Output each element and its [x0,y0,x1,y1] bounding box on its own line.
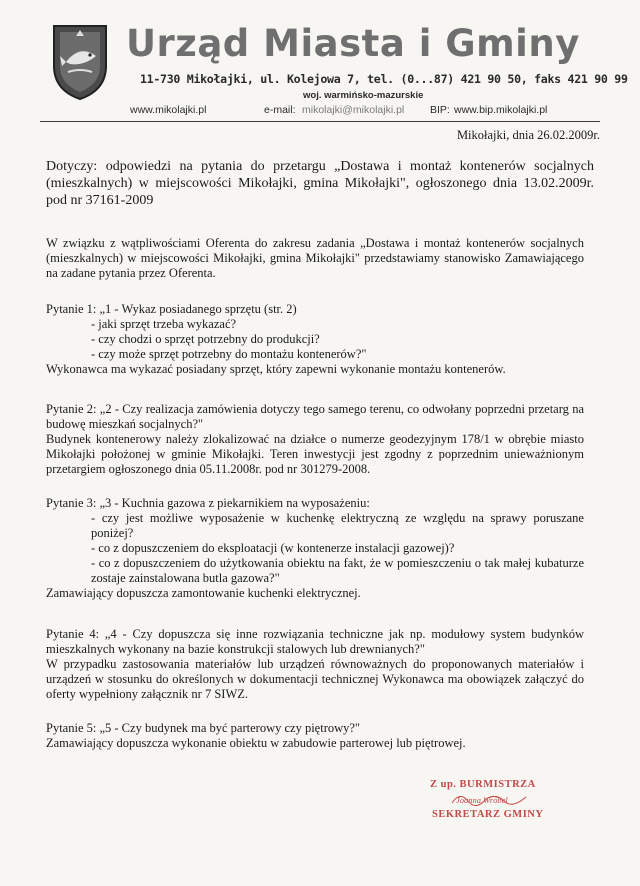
question-2-block [46,402,584,477]
coat-of-arms-icon [50,22,110,102]
answer-2: Budynek kontenerowy należy zlokalizować na działce o numerze geodezyjnym 178/1 w obrębie miasto Mikołajki położonej w gminie Mikołajki. Teren inwestycji jest zgodny z poprzednim unieważnionym przetargiem ogłoszonego dnia 05.11.2008r. pod nr 301279-2008. [46,432,584,476]
intro-paragraph: W związku z wątpliwościami Oferenta do zakresu zadania „Dostawa i montaż kontenerów socjalnych (mieszkalnych) w miejscowości Mikołajki, gmina Mikołajki" przedstawiamy stanowisko Zamawiającego na zadane pytania przez Oferenta. [46,236,584,280]
question-3-item: - co z dopuszczeniem do eksploatacji (w kontenerze instalacji gazowej)? [91,541,455,555]
bip-label: BIP: [430,104,450,116]
stamp-title: SEKRETARZ GMINY [432,809,544,820]
question-4: Pytanie 4: „4 - Czy dopuszcza się inne rozwiązania techniczne jak np. modułowy system budynków mieszkalnych wykonany na bazie konstrukcji stalowych lub drewnianych?" [46,627,584,656]
website-link[interactable]: www.mikolajki.pl [130,104,207,116]
question-5-block [46,721,584,751]
question-1-item: - czy może sprzęt potrzebny do montażu kontenerów?" [91,347,367,361]
signature-scribble-icon [450,789,530,809]
question-1-block [46,302,584,377]
question-3-item: - co z dopuszczeniem do użytkowania obiektu na fakt, że w pomieszczeniu o tak małej kubaturze zostaje zainstalowana butla gazowa?" [91,556,584,585]
organization-address: 11-730 Mikołajki, ul. Kolejowa 7, tel. (0...87) 421 90 50, faks 421 90 99 [140,72,628,86]
answer-3: Zamawiający dopuszcza zamontowanie kuchenki elektrycznej. [46,586,361,600]
question-3-item: - czy jest możliwe wyposażenie w kuchenkę elektryczną ze względu na sprawy poruszane poniżej? [91,511,584,540]
question-1-item: - czy chodzi o sprzęt potrzebny do produkcji? [91,332,320,346]
organization-name: Urząd Miasta i Gminy [126,22,580,65]
bip-link[interactable]: www.bip.mikolajki.pl [454,104,548,116]
handwritten-signature: Joanna Wróbel [456,795,508,805]
date-line: Mikołajki, dnia 26.02.2009r. [456,128,600,142]
question-3-block [46,496,584,601]
signature-stamp [430,775,590,835]
letterhead-divider [40,121,600,122]
stamp-authority: Z up. BURMISTRZA [430,779,536,790]
email-label: e-mail: [264,104,296,116]
email-link[interactable]: mikolajki@mikolajki.pl [302,104,405,116]
answer-1: Wykonawca ma wykazać posiadany sprzęt, który zapewni wykonanie montażu kontenerów. [46,362,506,376]
question-1-heading: Pytanie 1: „1 - Wykaz posiadanego sprzętu (str. 2) [46,302,297,316]
question-2: Pytanie 2: „2 - Czy realizacja zamówienia dotyczy tego samego terenu, co odwołany poprzedni przetarg na budowę mieszkań socjalnych?" [46,402,584,431]
question-3-heading: Pytanie 3: „3 - Kuchnia gazowa z piekarnikiem na wyposażeniu: [46,496,370,510]
answer-4: W przypadku zastosowania materiałów lub urządzeń równoważnych do proponowanych materiałów i urządzeń w stosunku do określonych w dokumentacji technicznej Wykonawca ma obowiązek załączyć do oferty wypełniony załącznik nr 7 SIWZ. [46,657,584,701]
question-5: Pytanie 5: „5 - Czy budynek ma być parterowy czy piętrowy?" [46,721,361,735]
voivodeship: woj. warmińsko-mazurskie [303,90,424,101]
question-4-block [46,627,584,702]
subject-paragraph: Dotyczy: odpowiedzi na pytania do przetargu „Dostawa i montaż kontenerów socjalnych (mieszkalnych) w miejscowości Mikołajki, gmina Mikołajki", ogłoszonego dnia 13.02.2009r. pod nr 37161-2009 [46,159,594,208]
question-1-item: - jaki sprzęt trzeba wykazać? [91,317,237,331]
answer-5: Zamawiający dopuszcza wykonanie obiektu w zabudowie parterowej lub piętrowej. [46,736,466,750]
